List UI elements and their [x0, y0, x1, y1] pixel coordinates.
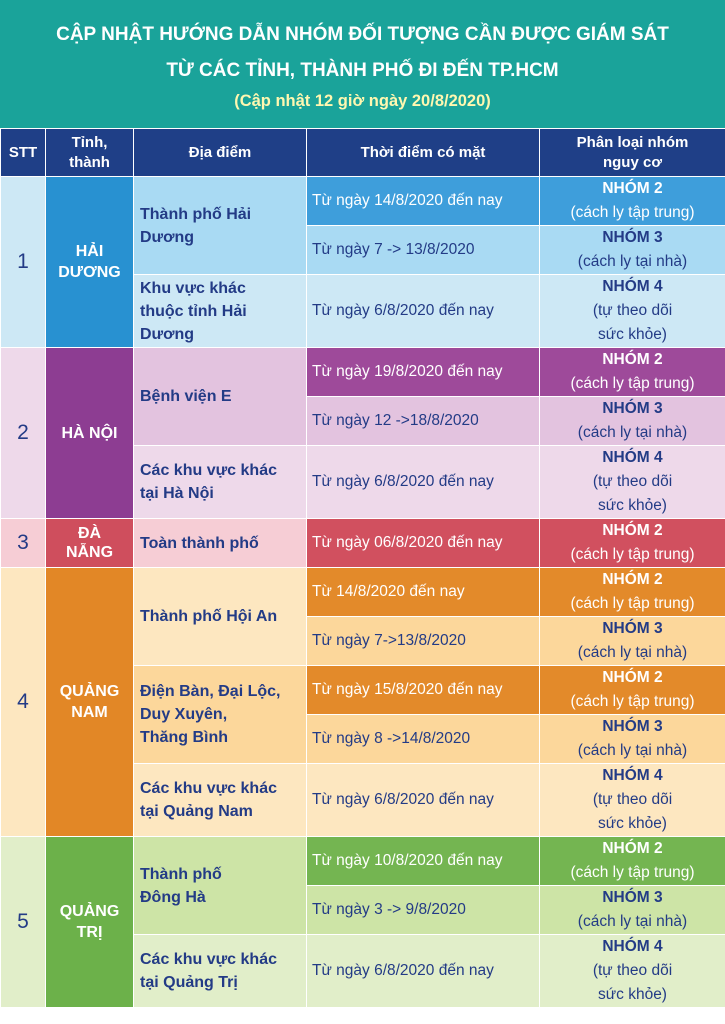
time-cell: Từ ngày 06/8/2020 đến nay	[307, 519, 540, 568]
risk-group-cell: NHÓM 2 (cách ly tập trung)	[540, 348, 725, 397]
table-header-row	[1, 129, 725, 177]
col-stt: STT	[1, 129, 46, 177]
table-row	[1, 568, 725, 617]
risk-group-cell: NHÓM 4 (tự theo dõi sức khỏe)	[540, 275, 725, 348]
risk-group-cell: NHÓM 4 (tự theo dõi sức khỏe)	[540, 935, 725, 1008]
table-row	[1, 177, 725, 226]
stt-cell: 2	[1, 348, 46, 519]
time-cell: Từ ngày 3 -> 9/8/2020	[307, 886, 540, 935]
stt-cell: 3	[1, 519, 46, 568]
col-risk-group: Phân loại nhóm nguy cơ	[540, 129, 725, 177]
location-cell: Bệnh viện E	[134, 348, 307, 446]
title-line-1: CẬP NHẬT HƯỚNG DẪN NHÓM ĐỐI TƯỢNG CẦN ĐƯỢC GIÁM SÁT	[56, 24, 669, 45]
risk-group-cell: NHÓM 3 (cách ly tại nhà)	[540, 886, 725, 935]
province-cell: HÀ NỘI	[46, 348, 134, 519]
time-cell: Từ ngày 19/8/2020 đến nay	[307, 348, 540, 397]
risk-group-cell: NHÓM 2 (cách ly tập trung)	[540, 177, 725, 226]
title-banner	[0, 0, 725, 128]
title-line-2: TỪ CÁC TỈNH, THÀNH PHỐ ĐI ĐẾN TP.HCM	[166, 60, 559, 81]
risk-group-cell: NHÓM 2 (cách ly tập trung)	[540, 837, 725, 886]
risk-group-cell: NHÓM 2 (cách ly tập trung)	[540, 519, 725, 568]
location-cell: Thành phố Đông Hà	[134, 837, 307, 935]
time-cell: Từ ngày 12 ->18/8/2020	[307, 397, 540, 446]
time-cell: Từ 14/8/2020 đến nay	[307, 568, 540, 617]
time-cell: Từ ngày 8 ->14/8/2020	[307, 715, 540, 764]
risk-group-cell: NHÓM 3 (cách ly tại nhà)	[540, 715, 725, 764]
time-cell: Từ ngày 6/8/2020 đến nay	[307, 935, 540, 1008]
stt-cell: 1	[1, 177, 46, 348]
table-row	[1, 348, 725, 397]
time-cell: Từ ngày 7 -> 13/8/2020	[307, 226, 540, 275]
update-time: (Cập nhật 12 giờ ngày 20/8/2020)	[234, 92, 491, 110]
time-cell: Từ ngày 6/8/2020 đến nay	[307, 764, 540, 837]
time-cell: Từ ngày 7->13/8/2020	[307, 617, 540, 666]
col-time: Thời điểm có mặt	[307, 129, 540, 177]
province-cell: QUẢNG NAM	[46, 568, 134, 837]
time-cell: Từ ngày 10/8/2020 đến nay	[307, 837, 540, 886]
risk-group-cell: NHÓM 3 (cách ly tại nhà)	[540, 397, 725, 446]
col-province: Tỉnh, thành	[46, 129, 134, 177]
province-cell: ĐÀ NẴNG	[46, 519, 134, 568]
location-cell: Các khu vực khác tại Hà Nội	[134, 446, 307, 519]
time-cell: Từ ngày 6/8/2020 đến nay	[307, 275, 540, 348]
col-location: Địa điểm	[134, 129, 307, 177]
risk-group-cell: NHÓM 3 (cách ly tại nhà)	[540, 226, 725, 275]
risk-group-cell: NHÓM 2 (cách ly tập trung)	[540, 666, 725, 715]
risk-group-cell: NHÓM 3 (cách ly tại nhà)	[540, 617, 725, 666]
table-row	[1, 519, 725, 568]
table-row	[1, 837, 725, 886]
stt-cell: 4	[1, 568, 46, 837]
risk-group-cell: NHÓM 4 (tự theo dõi sức khỏe)	[540, 446, 725, 519]
location-cell: Thành phố Hải Dương	[134, 177, 307, 275]
risk-group-cell: NHÓM 2 (cách ly tập trung)	[540, 568, 725, 617]
time-cell: Từ ngày 14/8/2020 đến nay	[307, 177, 540, 226]
risk-group-cell: NHÓM 4 (tự theo dõi sức khỏe)	[540, 764, 725, 837]
monitoring-table	[0, 128, 725, 1008]
stt-cell: 5	[1, 837, 46, 1008]
location-cell: Các khu vực khác tại Quảng Nam	[134, 764, 307, 837]
location-cell: Điện Bàn, Đại Lộc, Duy Xuyên, Thăng Bình	[134, 666, 307, 764]
time-cell: Từ ngày 6/8/2020 đến nay	[307, 446, 540, 519]
location-cell: Toàn thành phố	[134, 519, 307, 568]
location-cell: Các khu vực khác tại Quảng Trị	[134, 935, 307, 1008]
location-cell: Thành phố Hội An	[134, 568, 307, 666]
time-cell: Từ ngày 15/8/2020 đến nay	[307, 666, 540, 715]
province-cell: HẢI DƯƠNG	[46, 177, 134, 348]
location-cell: Khu vực khác thuộc tỉnh Hải Dương	[134, 275, 307, 348]
province-cell: QUẢNG TRỊ	[46, 837, 134, 1008]
